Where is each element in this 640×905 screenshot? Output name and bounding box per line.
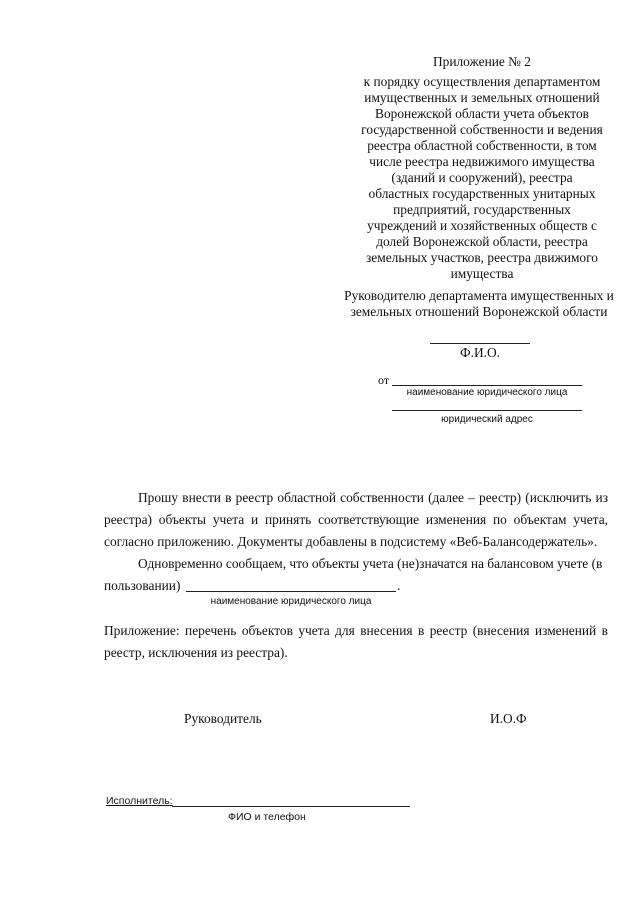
address-caption: юридический адрес xyxy=(441,414,533,425)
from-label: от xyxy=(378,373,390,387)
notice-underline xyxy=(186,591,396,592)
notice-line-1: Одновременно сообщаем, что объекты учета (не)значатся на балансовом учете (в xyxy=(138,556,603,571)
addressee-text: Руководителю департамента имущественных и земельных отношений Воронежской области xyxy=(344,288,614,319)
entity-underline xyxy=(392,385,582,386)
entity-caption: наименование юридического лица xyxy=(406,387,568,398)
notice-line-2-suffix: . xyxy=(397,578,401,593)
executor-label: Исполнитель: xyxy=(106,795,173,807)
request-paragraph xyxy=(104,487,608,553)
notice-line-2-prefix: пользовании) xyxy=(104,578,181,593)
address-underline xyxy=(392,410,582,411)
head-label: Руководитель xyxy=(184,711,262,726)
executor-underline xyxy=(172,806,410,807)
appendix-title: Приложение № 2 xyxy=(432,54,532,69)
attachment-paragraph: Приложение: перечень объектов учета для внесения в реестр (внесения изменений в реестр, исключения из реестра). xyxy=(104,623,608,660)
executor-caption: ФИО и телефон xyxy=(228,811,306,823)
notice-caption: наименование юридического лица xyxy=(210,596,372,607)
fio-underline xyxy=(430,343,530,344)
fio-caption: Ф.И.О. xyxy=(460,345,500,360)
head-initials: И.О.Ф xyxy=(490,711,527,726)
request-text: Прошу внести в реестр областной собственности (далее – реестр) (исключить из реестра) объекты учета и принять соответствующие изменения по объектам учета, согласно приложению. Документы добавлены в подсистему «Веб-Балансодержатель». xyxy=(104,490,608,549)
appendix-description: к порядку осуществления департаментом имущественных и земельных отношений Воронежской области учета объектов государственной собственности и ведения реестра областной собственности, в том числе реестра недвижимого имущества (зданий и сооружений), реестра областных государственных унитарных предприятий, государственных учреждений и хозяйственных обществ с долей Воронежской области, реестра земельных участков, реестра движимого имущества xyxy=(361,74,603,281)
